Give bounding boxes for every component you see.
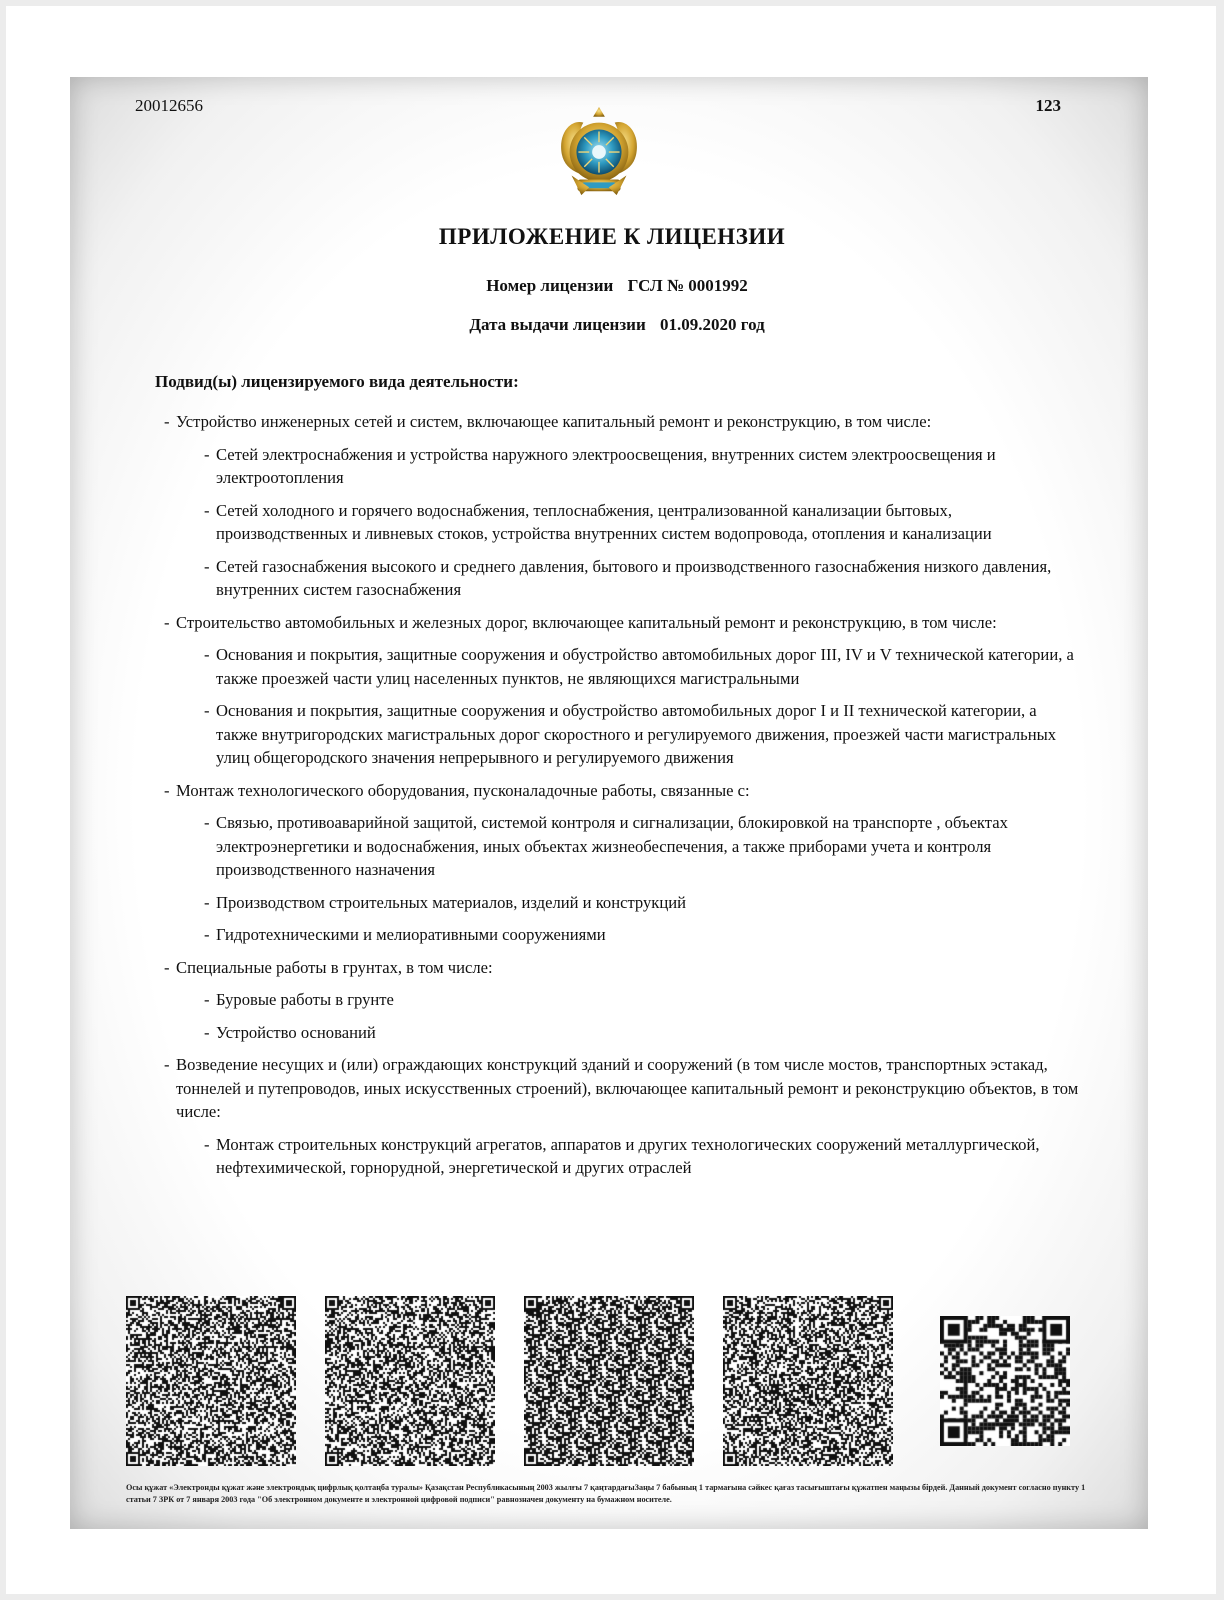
qr-code-4-icon	[723, 1296, 893, 1466]
activity-item: - Специальные работы в грунтах, в том числе:	[160, 956, 1080, 980]
license-number-label: Номер лицензии	[486, 276, 614, 295]
qr-code-small-icon	[940, 1316, 1070, 1446]
activity-item: - Устройство инженерных сетей и систем, включающее капитальный ремонт и реконструкцию, в том числе:	[160, 410, 1080, 434]
subtypes-heading: Подвид(ы) лицензируемого вида деятельности:	[155, 372, 519, 391]
activity-subitem: - Буровые работы в грунте	[160, 988, 1080, 1012]
activity-subitem: - Сетей холодного и горячего водоснабжения, теплоснабжения, централизованной канализации бытовых, производственных и ливневых стоков, устройства внутренних систем водопровода, отопления и канализации	[160, 499, 1080, 546]
license-number-line	[0, 276, 1224, 296]
activity-subitem: - Монтаж строительных конструкций агрегатов, аппаратов и других технологических сооружений металлургической, нефтехимической, горнорудной, энергетической и других отраслей	[160, 1133, 1080, 1180]
activity-item: - Строительство автомобильных и железных дорог, включающее капитальный ремонт и реконструкцию, в том числе:	[160, 611, 1080, 635]
document-number: 20012656	[135, 96, 203, 115]
qr-code-2-icon	[325, 1296, 495, 1466]
activity-subitem: - Связью, противоаварийной защитой, системой контроля и сигнализации, блокировкой на транспорте , объектах электроэнергетики и водоснабжения, иных объектах жизнеобеспечения, а также приборами учета и контроля производственного назначения	[160, 811, 1080, 882]
activity-subitem: - Гидротехническими и мелиоративными сооружениями	[160, 923, 1080, 947]
document-title: ПРИЛОЖЕНИЕ К ЛИЦЕНЗИИ	[438, 224, 786, 249]
activity-subitem: - Производством строительных материалов, изделий и конструкций	[160, 891, 1080, 915]
license-date-value: 01.09.2020 год	[660, 315, 765, 334]
legal-footer: Осы құжат «Электронды құжат және электрондық цифрлық қолтаңба туралы» Қазақстан Республикасының 2003 жылғы 7 қаңтардағыЗаңы 7 бабының 1 тармағына сәйкес қағаз тасығыштағы құжатпен маңызы бірдей. Данный документ согласно пункту 1 статьи 7 ЗРК от 7 января 2003 года "Об электронном документе и электронной цифровой подписи" равнозначен документу на бумажном носителе.	[126, 1483, 1086, 1504]
page-number: 123	[1035, 96, 1061, 115]
activity-subitem: - Основания и покрытия, защитные сооружения и обустройство автомобильных дорог III, IV и V технической категории, а также проезжей части улиц населенных пунктов, не являющихся магистральными	[160, 643, 1080, 690]
activity-subitem: - Сетей газоснабжения высокого и среднего давления, бытового и производственного газоснабжения низкого давления, внутренних систем газоснабжения	[160, 555, 1080, 602]
license-number-value: ГСЛ № 0001992	[627, 276, 748, 295]
qr-code-3-icon	[524, 1296, 694, 1466]
activity-item: - Возведение несущих и (или) ограждающих конструкций зданий и сооружений (в том числе мостов, транспортных эстакад, тоннелей и путепроводов, иных искусственных строений), включающее капитальный ремонт и реконструкцию объектов, в том числе:	[160, 1053, 1080, 1124]
qr-code-1-icon	[126, 1296, 296, 1466]
activity-subitem: - Устройство оснований	[160, 1021, 1080, 1045]
activity-item: - Монтаж технологического оборудования, пусконаладочные работы, связанные с:	[160, 779, 1080, 803]
activity-list	[160, 410, 1080, 1189]
state-emblem-icon	[550, 104, 648, 204]
activity-subitem: - Сетей электроснабжения и устройства наружного электроосвещения, внутренних систем электроосвещения и электроотопления	[160, 443, 1080, 490]
activity-subitem: - Основания и покрытия, защитные сооружения и обустройство автомобильных дорог I и II технической категории, а также внутригородских магистральных дорог скоростного и регулируемого движения, проезжей части магистральных улиц общегородского значения непрерывного и регулируемого движения	[160, 699, 1080, 770]
qr-code-row	[0, 1296, 1224, 1466]
license-date-label: Дата выдачи лицензии	[469, 315, 646, 334]
license-date-line	[0, 315, 1224, 335]
